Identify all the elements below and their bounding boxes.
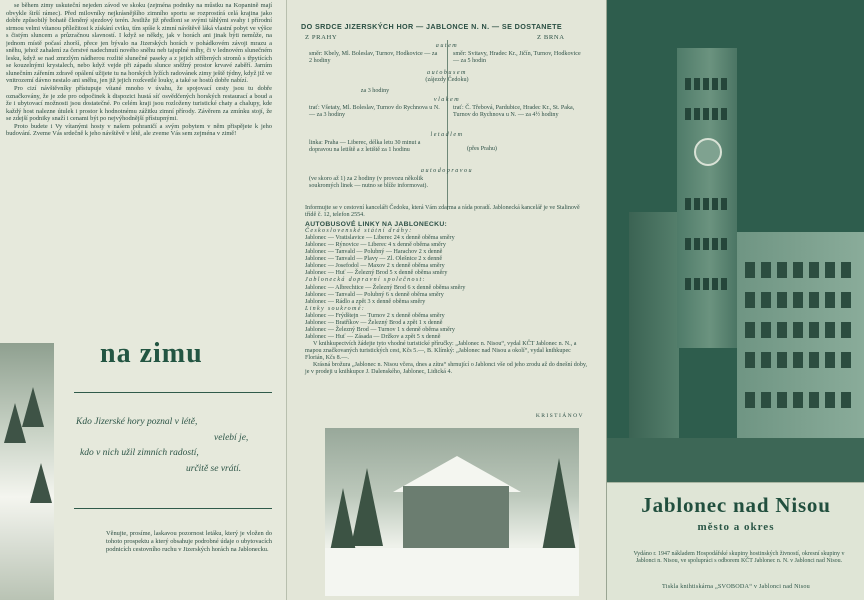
paragraph: Pro cizí návštěvníky přístupuje vítané mnoho v úvahu, že spojovací cesty jsou tu dobře označkovány, že je zde pro odpočinek k dispozici hustá síť osvědčených horských restaurací a boud a že i ubytovací možnosti jsou dostatečné. Po celém kraji jsou rozloženy turistické chaty a chalupy, kde každý host nalezne útulek i prostor k hodnotnému zážitku zimní přírody. Závěrem za zmínku stojí, že se zdejší podniky snaží i cenami být po nejvýhodnější přístupnými. [6, 85, 272, 123]
line-item: Jablonec — Huť — Zásada — Držkov a zpět 5 x denně [305, 333, 441, 340]
poem-line: Kdo Jizerské hory poznal v létě, [76, 417, 198, 427]
bus-note: (zájezdy Čedoku) [425, 77, 469, 83]
line-item: Jablonec — Bratříkov — Železný Brod a zpět 1 x denně [305, 319, 443, 326]
left-panel [0, 0, 286, 600]
snowy-cottage-photo [325, 428, 579, 596]
auto-left: směr: Kbely, Ml. Boleslav, Turnov, Hodkovice — za 2 hodiny [309, 51, 438, 65]
line-item: Jablonec — Albrechtice — Železný Brod 6 x denně oběma směry [305, 284, 466, 291]
leaflet-note: Věnujte, prosíme, laskavou pozornost letáku, který je vložen do tohoto prospektu a který obsahuje podrobné údaje o ubytovacích podnicích cestovního ruchu v Jizerských horách na Jablonecku. [106, 530, 272, 553]
page-title: Jablonec nad Nisou [641, 493, 831, 517]
brochure-text: Krásná brožura „Jablonec n. Nisou včera, dnes a zítra“ shrnující o Jablonci vše od jeho zrodu až do dnešní doby, je v prodeji u knihkupce J. Dalenského, Jablonec, Lidická 4. [305, 362, 588, 376]
private-heading: Linky soukromé: [305, 305, 366, 312]
signature: KRISTIÁNOV [535, 413, 584, 419]
heading-na-zimu: na zimu [100, 338, 203, 369]
plane-label: letadlem [430, 132, 464, 138]
bus-time: za 3 hodiny [360, 88, 390, 94]
line-item: Jablonec — Železný Brod — Turnov 1 x denně oběma směry [305, 326, 455, 333]
title-card [607, 482, 864, 600]
line-item: Jablonec — Huť — Železný Brod 5 x denně oběma směry [305, 270, 448, 277]
town-hall-tower-image [677, 48, 737, 348]
winter-forest-photo [0, 343, 54, 600]
divider [74, 508, 272, 509]
line-item: Jablonec — Tanvald — Plavy — Zl. Olešnice 2 x denně [305, 256, 443, 263]
plane-left: linka: Praha — Liberec, délka letu 30 minut a dopravou na letiště a z letiště za 1 hodinu [309, 140, 421, 154]
bus-lines-heading: AUTOBUSOVÉ LINKY NA JABLONECKU: [305, 221, 448, 229]
line-item: Jablonec — Frýdštejn — Turnov 2 x denně oběma směry [305, 312, 445, 319]
paragraph: se během zimy uskuteční nejeden závod ve skoku (zejména podniky na můstku na Kopanině mají obvykle širší rámec). Před milovníky nejkrásnějšího zimního sportu se rozprostírá celá krajina jako dobře způsobilý bohatě členěný sjezdový terén. Jestliže již předloni se svými táhlými svahy i přírodní strmou velmi vítanou příležitost k získání cviku, tím spíše k zimní návštěvě láká vlastní pobyt ve výšce s čistým sluncem a průzračnou slavností. I když se někdy, jak v horách ani jinak býti nemůže, na jednom místě počasí zhorší, přece jen bývalo na Jizerských horách v pohádkovém závoji mrazu a sněhu, jehož zahalení za čerstvé nadechnutí nového sněhu neb tajuplné mlhy, či v lednovém slunečném lesku, když se nad zmrzlým nádherou rozlité slunečné paseky a z jejich stříbrných stromů s třpytících se kouzelnými krystalech, nebo když vejde při západu slunce sněžný prostor krvavé zaběří. Jarním slunečním zářením zdravě opálení užijete tu na horských lyžích radovánek zimy ještě týdny, když již ve vnitrozemí dávno nestalo ani sněhu, jen již jejich rozkvetlé louky, a také se hostů dobře nabízí. [6, 2, 272, 85]
middle-panel [286, 0, 606, 600]
train-right: trať: Č. Třebová, Pardubice, Hradec Kr., St. Paka, Turnov do Rychnova u N. — za 4½ hodiny [453, 105, 575, 119]
divider [74, 392, 272, 393]
plane-right: (přes Prahu) [467, 146, 497, 152]
line-item: Jablonec — Tanvald — Polubný 6 x denně oběma směry [305, 291, 444, 298]
poem-line: velebí je, [214, 432, 249, 443]
printer-note: Tiskla knihtiskárna „SVOBODA“ v Jablonci nad Nisou [662, 583, 810, 590]
poem [76, 415, 272, 477]
from-prague-label: Z PRAHY [305, 34, 338, 41]
street-image [607, 438, 864, 488]
line-item: Jablonec — Tanvald — Polubný — Harachov 2 x denně [305, 249, 443, 256]
local-heading: Jablonecká dopravní společnost: [305, 277, 426, 284]
subtitle: město a okres [697, 521, 775, 533]
clock-icon [694, 138, 722, 166]
column-divider [447, 40, 448, 210]
transport-heading: DO SRDCE JIZERSKÝCH HOR — JABLONCE N. N. — SE DOSTANETE [301, 22, 563, 31]
paragraph: Proto budete i Vy vítanými hosty v našem pohraničí a svým pobytem v něm přispějete k jeho budování. Zveme Vás srdečně k jeho návštěvě v létě, ale zveme Vás sem zejména v zimě! [6, 122, 272, 138]
coach-left: (ve skoro až 1) za 2 hodiny (v provozu několik soukromých linek — nutno se blíže informovat). [309, 176, 428, 190]
line-item: Jablonec — Josefodol — Maxov 2 x denně oběma směry [305, 263, 445, 270]
info-text: Informujte se v cestovní kanceláři Čedoku, která Vám zdarma a ráda poradí. Jablonecká kancelář je ve Stalinově třídě č. 12, telefon 2554. [305, 205, 580, 219]
right-panel [606, 0, 864, 600]
imprint: Vydáno r. 1947 nákladem Hospodářské skupiny hostinských živností, okresní skupiny v Jablonci n. Nisou, ve spolupráci s odborem KČT Jablonec n. N. v Jablonci nad Nisou. [633, 551, 845, 564]
bus-label: autobusem [427, 70, 467, 76]
coach-label: autodopravou [420, 168, 474, 174]
line-item: Jablonec — Rýnovice — Liberec 4 x denně oběma směry [305, 242, 446, 249]
auto-label: autem [435, 43, 459, 49]
building-wing-image [629, 212, 679, 438]
intro-text [6, 2, 272, 318]
train-label: vlakem [433, 97, 461, 103]
guidebooks-text: V knihkupectvích žádejte tyto vhodné turistické příručky: „Jablonec n. Nisou“, vydal KČT Jablonec n. N., a mapou značkovaných turistických cest, Kčs 5.—, B. Klímký: „Jablonec nad Nisou a okolí“, vydal knihkupec Florián, Kčs 8.—. [305, 340, 577, 361]
auto-right: směr: Svitavy, Hradec Kr., Jičín, Turnov, Hodkovice — za 5 hodin [453, 51, 581, 65]
line-item: Jablonec — Rádlo a zpět 3 x denně oběma směry [305, 298, 426, 305]
poem-line: určitě se vrátí. [186, 463, 242, 474]
poem-line: kdo v nich užil zimních radostí, [80, 448, 199, 458]
csad-heading: Československé státní dráhy: [305, 228, 413, 235]
from-brno-label: Z BRNA [537, 34, 565, 41]
train-left: trať: Všetaty, Ml. Boleslav, Turnov do Rychnova u N. — za 3 hodiny [309, 105, 440, 119]
line-item: Jablonec — Vratislavice — Liberec 24 x denně oběma směry [305, 235, 455, 242]
town-hall-building-image [737, 232, 864, 438]
bus-lines-section [305, 205, 589, 376]
